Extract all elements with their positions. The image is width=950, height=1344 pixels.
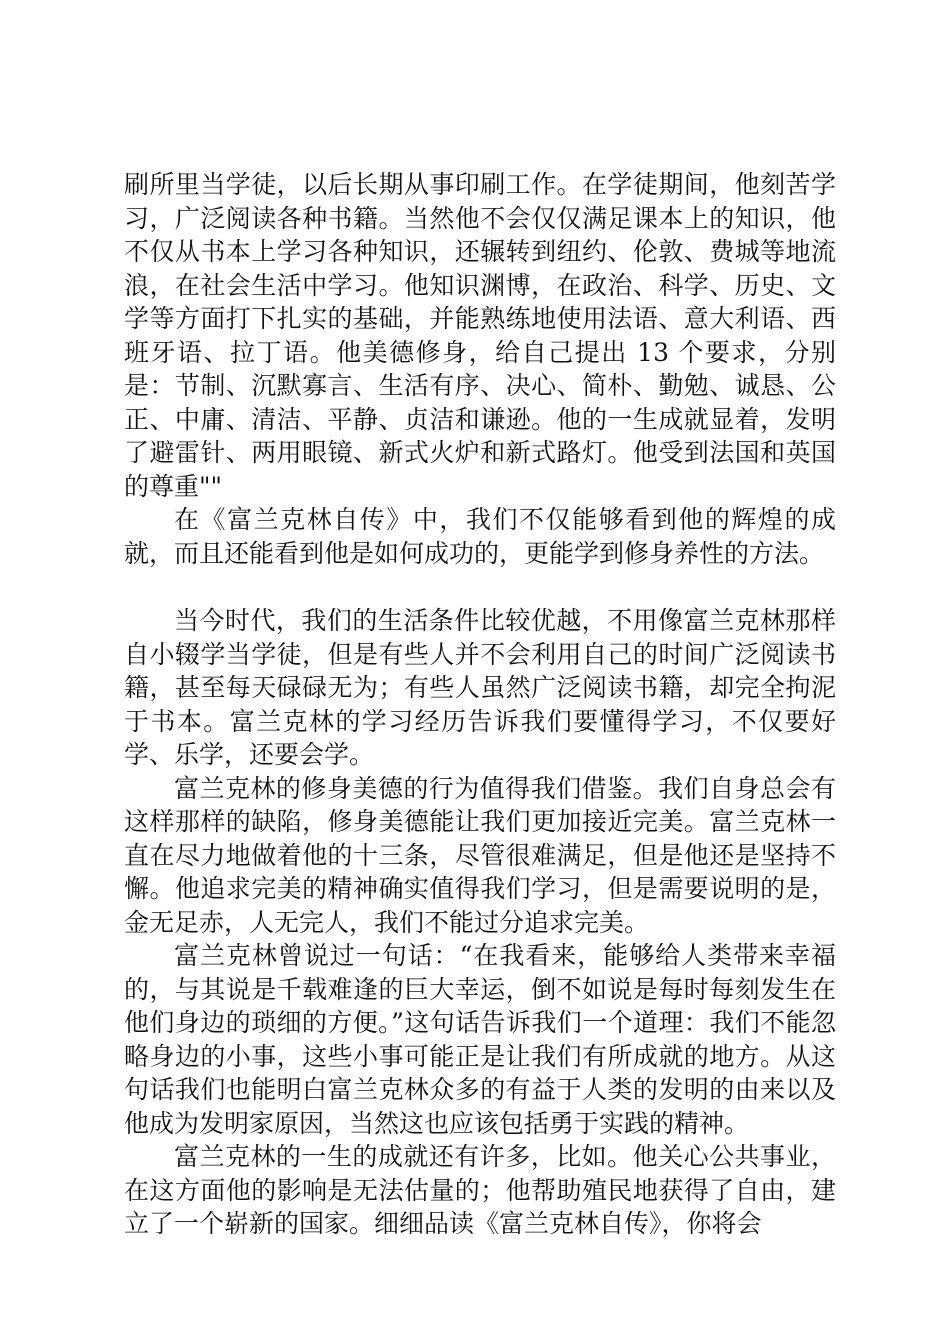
paragraph-autobiography-summary: 在《富兰克林自传》中，我们不仅能够看到他的辉煌的成就，而且还能看到他是如何成功的，更能学到修身养性的方法。 [124,505,836,568]
paragraph-achievements: 富兰克林的一生的成就还有许多，比如。他关心公共事业，在这方面他的影响是无法估量的；他帮助殖民地获得了自由，建立了一个崭新的国家。细细品读《富兰克林自传》，你将会 [124,1142,836,1238]
paragraph-virtue: 富兰克林的修身美德的行为值得我们借鉴。我们自身总会有这样那样的缺陷，修身美德能让我们更加接近完美。富兰克林一直在尽力地做着他的十三条，尽管很难满足，但是他还是坚持不懈。他追求完美的精神确实值得我们学习，但是需要说明的是，金无足赤，人无完人，我们不能过分追求完美。 [124,773,836,937]
paragraph-modern-times: 当今时代，我们的生活条件比较优越，不用像富兰克林那样自小辍学当学徒，但是有些人并不会利用自己的时间广泛阅读书籍，甚至每天碌碌无为；有些人虽然广泛阅读书籍，却完全拘泥于书本。富兰克林的学习经历告诉我们要懂得学习，不仅要好学、乐学，还要会学。 [124,606,836,769]
paragraph-continuation: 刷所里当学徒，以后长期从事印刷工作。在学徒期间，他刻苦学习，广泛阅读各种书籍。当然他不会仅仅满足课本上的知识，他不仅从书本上学习各种知识，还辗转到纽约、伦敦、费城等地流浪，在社会生活中学习。他知识渊博，在政治、科学、历史、文学等方面打下扎实的基础，并能熟练地使用法语、意大利语、西班牙语、拉丁语。他美德修身，给自己提出 13 个要求，分别是：节制、沉默寡言、生活有序、决心、简朴、勤勉、诚恳、公正、中庸、清洁、平静、贞洁和谦逊。他的一生成就显着，发明了避雷针、两用眼镜、新式火炉和新式路灯。他受到法国和英国的尊重"" [124,170,836,501]
paragraph-spacer [124,570,836,604]
paragraph-quote: 富兰克林曾说过一句话：“在我看来，能够给人类带来幸福的，与其说是千载难逢的巨大幸运，倒不如说是每时每刻发生在他们身边的琐细的方便。”这句话告诉我们一个道理：我们不能忽略身边的小事，这些小事可能正是让我们有所成就的地方。从这句话我们也能明白富兰克林众多的有益于人类的发明的由来以及他成为发明家原因，当然这也应该包括勇于实践的精神。 [124,941,836,1138]
document-page [124,168,836,1241]
